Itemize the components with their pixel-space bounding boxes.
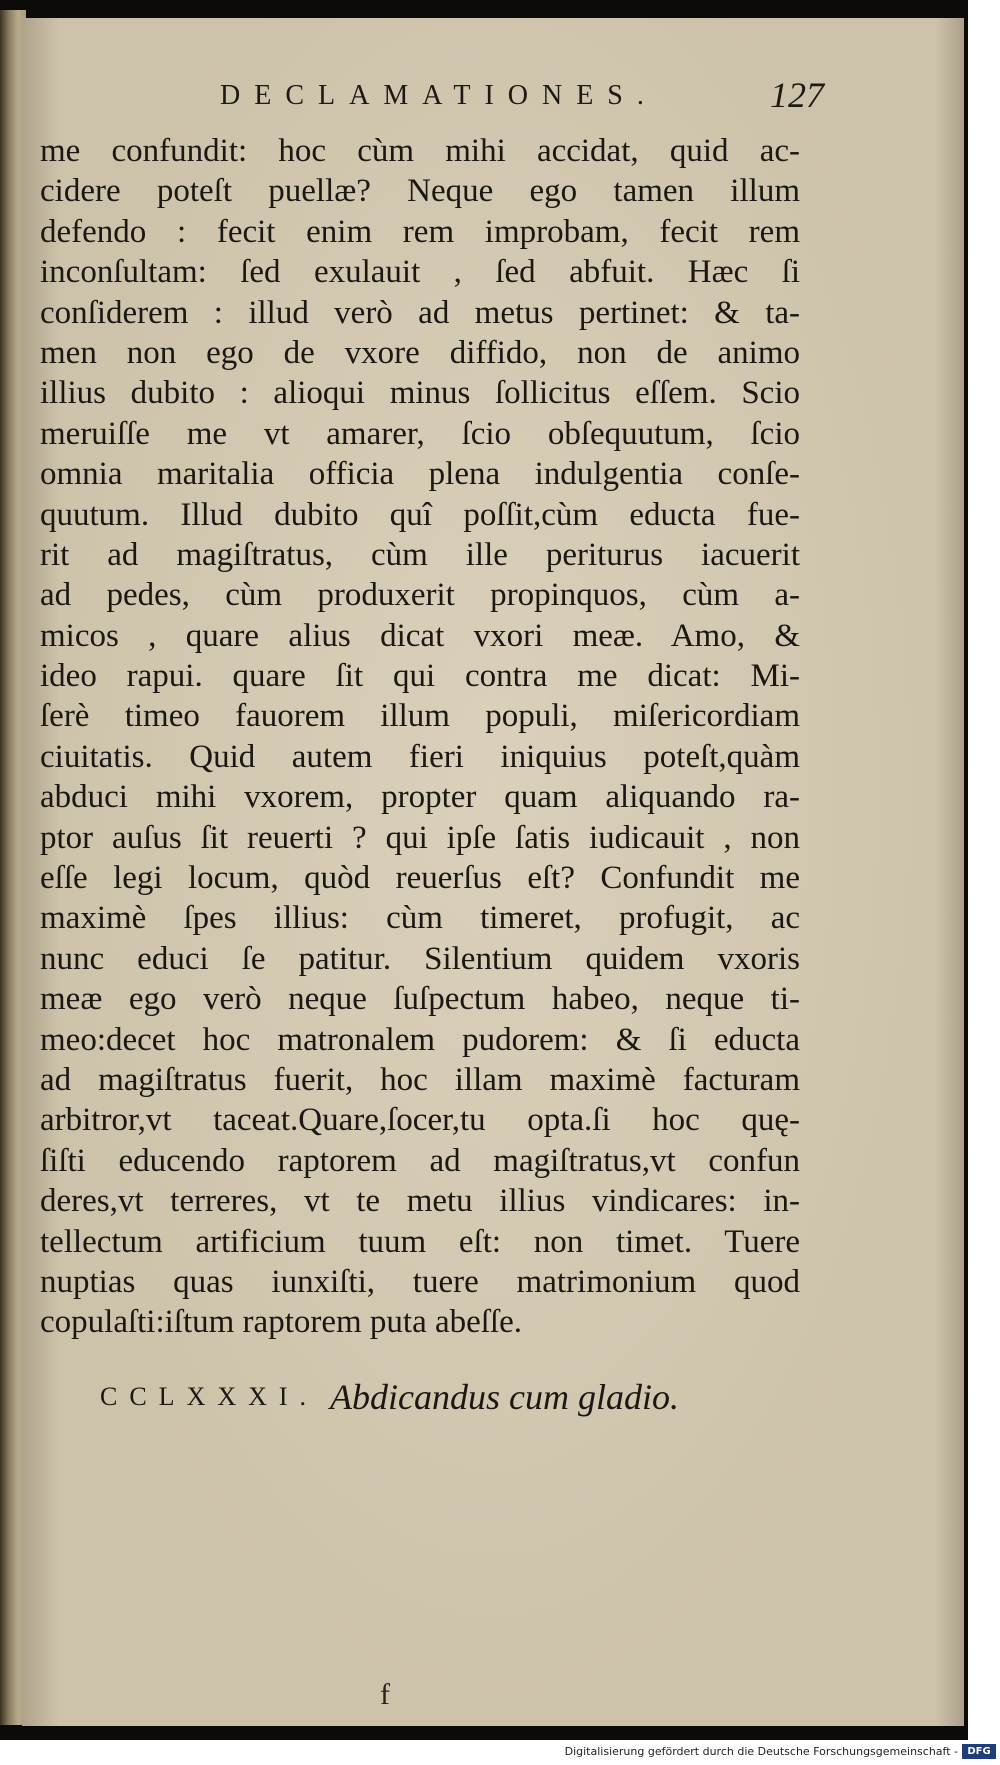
- text-line: conſiderem : illud verò ad metus pertinet: & ta-: [40, 294, 800, 331]
- text-line: nuptias quas iunxiſti, tuere matrimonium quod: [40, 1263, 800, 1300]
- text-line: arbitror,vt taceat.Quare,ſocer,tu opta.ſi hoc quę-: [40, 1102, 800, 1139]
- text-line: inconſultam: ſed exulauit , ſed abfuit. Hæc ſi: [40, 254, 800, 291]
- text-line: omnia maritalia officia plena indulgentia conſe-: [40, 456, 800, 493]
- text-line: maximè ſpes illius: cùm timeret, profugit, ac: [40, 900, 800, 937]
- text-line: ſerè timeo fauorem illum populi, miſericordiam: [40, 698, 800, 735]
- text-line: quutum. Illud dubito quî poſſit,cùm educta fue-: [40, 496, 800, 533]
- text-line: me confundit: hoc cùm mihi accidat, quid ac-: [40, 133, 800, 169]
- running-title: DECLAMATIONES.: [220, 80, 658, 111]
- last-text-line: copulaſti:iſtum raptorem puta abeſſe.: [40, 1304, 523, 1341]
- signature-mark: f: [380, 1678, 390, 1711]
- text-line: nunc educi ſe patitur. Silentium quidem vxoris: [40, 940, 800, 977]
- text-line: men non ego de vxore diffido, non de animo: [40, 334, 800, 371]
- body-text: [40, 131, 800, 1343]
- book-page: [22, 18, 964, 1726]
- text-line: rit ad magiſtratus, cùm ille periturus iacuerit: [40, 536, 800, 573]
- text-line: ſiſti educendo raptorem ad magiſtratus,vt confun: [40, 1142, 800, 1179]
- dfg-logo: DFG: [962, 1744, 996, 1759]
- text-line: cidere poteſt puellæ? Neque ego tamen illum: [40, 173, 800, 210]
- text-line: meo:decet hoc matronalem pudorem: & ſi educta: [40, 1021, 800, 1058]
- declamation-title: Abdicandus cum gladio.: [330, 1377, 679, 1417]
- text-line: tellectum artificium tuum eſt: non timet. Tuere: [40, 1223, 800, 1260]
- text-line: abduci mihi vxorem, propter quam aliquando ra-: [40, 779, 800, 816]
- text-line: ciuitatis. Quid autem fieri iniquius poteſt,quàm: [40, 738, 800, 775]
- text-line: ad magiſtratus fuerit, hoc illam maximè facturam: [40, 1061, 800, 1098]
- next-declamation-heading: [100, 1376, 740, 1426]
- running-head: [172, 75, 824, 120]
- text-line: micos , quare alius dicat vxori meæ. Amo, &: [40, 617, 800, 654]
- text-line: ad pedes, cùm produxerit propinquos, cùm a-: [40, 577, 800, 614]
- text-line: ptor auſus ſit reuerti ? qui ipſe ſatis iudicauit , non: [40, 819, 800, 856]
- funding-credit: Digitalisierung gefördert durch die Deutsche Forschungsgemeinschaft -: [564, 1745, 958, 1758]
- text-line: ideo rapui. quare ſit qui contra me dicat: Mi-: [40, 658, 800, 695]
- digitization-footer: [0, 1740, 1000, 1765]
- text-line: deres,vt terreres, vt te metu illius vindicares: in-: [40, 1183, 800, 1220]
- page-number: 127: [770, 75, 824, 115]
- text-line: defendo : fecit enim rem improbam, fecit rem: [40, 213, 800, 250]
- declamation-number: CCLXXXI.: [100, 1382, 319, 1411]
- text-line: eſſe legi locum, quòd reuerſus eſt? Confundit me: [40, 860, 800, 897]
- text-line: illius dubito : alioqui minus ſollicitus eſſem. Scio: [40, 375, 800, 412]
- text-line: meæ ego verò neque ſuſpectum habeo, neque ti-: [40, 981, 800, 1018]
- text-line: meruiſſe me vt amarer, ſcio obſequutum, ſcio: [40, 415, 800, 452]
